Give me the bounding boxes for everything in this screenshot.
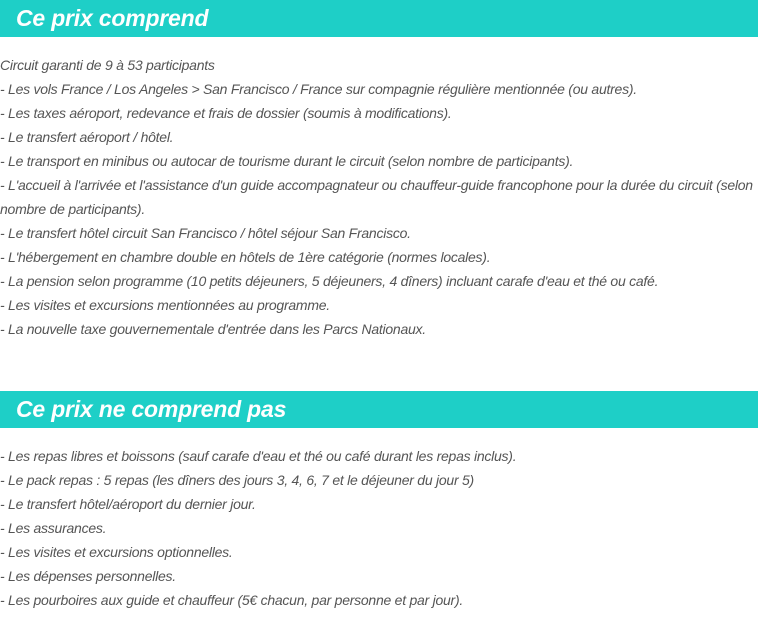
excludes-line-free-meals: - Les repas libres et boissons (sauf carafe d'eau et thé ou café durant les repas inclus).: [0, 448, 517, 464]
excludes-line-meal-pack: - Le pack repas : 5 repas (les dîners des jours 3, 4, 6, 7 et le déjeuner du jour 5): [0, 472, 474, 488]
excludes-line-personal-expenses: - Les dépenses personnelles.: [0, 568, 176, 584]
includes-line-accommodation: - L'hébergement en chambre double en hôtels de 1ère catégorie (normes locales).: [0, 249, 491, 265]
excludes-line-tips: - Les pourboires aux guide et chauffeur (5€ chacun, par personne et par jour).: [0, 592, 464, 608]
excludes-section-title: Ce prix ne comprend pas: [16, 396, 287, 422]
excludes-line-last-day-transfer: - Le transfert hôtel/aéroport du dernier jour.: [0, 496, 256, 512]
excludes-section-header: [0, 391, 758, 428]
includes-section-title: Ce prix comprend: [16, 5, 209, 31]
includes-section-header: [0, 0, 758, 37]
includes-line-meals: - La pension selon programme (10 petits déjeuners, 5 déjeuners, 4 dîners) incluant carafe d'eau et thé ou café.: [0, 273, 659, 289]
includes-line-airport-transfer: - Le transfert aéroport / hôtel.: [0, 129, 174, 145]
excludes-list: [0, 444, 758, 612]
includes-line-transport: - Le transport en minibus ou autocar de tourisme durant le circuit (selon nombre de participants).: [0, 153, 574, 169]
includes-list: [0, 53, 758, 341]
includes-line-guide: - L'accueil à l'arrivée et l'assistance d'un guide accompagnateur ou chauffeur-guide francophone pour la durée du circuit (selon nombre de participants).: [0, 177, 753, 217]
includes-line-park-tax: - La nouvelle taxe gouvernementale d'entrée dans les Parcs Nationaux.: [0, 321, 426, 337]
excludes-line-optional-visits: - Les visites et excursions optionnelles.: [0, 544, 233, 560]
includes-line-visits: - Les visites et excursions mentionnées au programme.: [0, 297, 330, 313]
includes-line-flights: - Les vols France / Los Angeles > San Francisco / France sur compagnie régulière mentionnée (ou autres).: [0, 81, 637, 97]
includes-line-guarantee: Circuit garanti de 9 à 53 participants: [0, 57, 215, 73]
includes-line-hotel-transfer: - Le transfert hôtel circuit San Francisco / hôtel séjour San Francisco.: [0, 225, 411, 241]
excludes-line-insurance: - Les assurances.: [0, 520, 107, 536]
includes-line-taxes: - Les taxes aéroport, redevance et frais de dossier (soumis à modifications).: [0, 105, 452, 121]
